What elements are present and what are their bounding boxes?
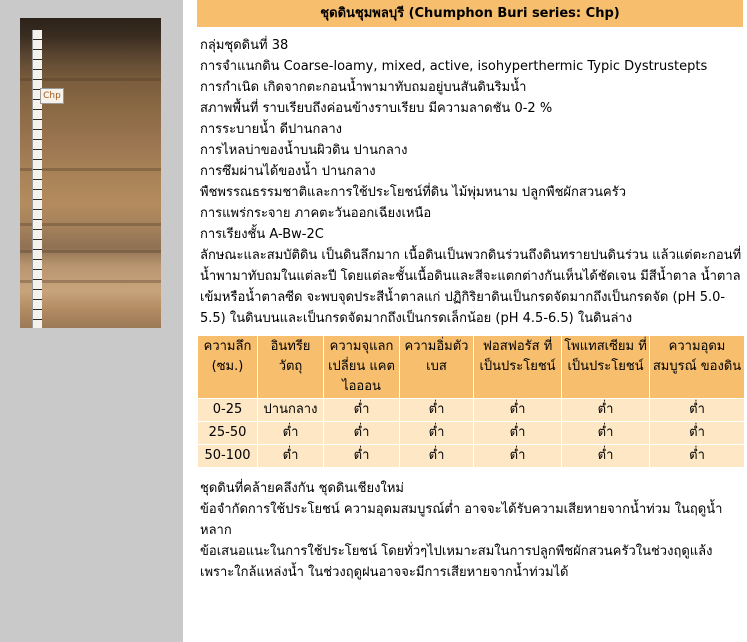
col-potassium: โพแทสเซียม ที่เป็นประโยชน์	[562, 336, 650, 399]
table-cell: ต่ำ	[562, 399, 650, 422]
col-organic-matter: อินทรีย วัตถุ	[258, 336, 324, 399]
col-cec: ความจุแลกเปลี่ยน แคตไอออน	[324, 336, 400, 399]
attr-horizons: การเรียงชั้น A-Bw-2C	[200, 227, 324, 242]
soil-profile-photo	[20, 18, 161, 328]
table-cell: ปานกลาง	[258, 399, 324, 422]
table-cell: ต่ำ	[400, 445, 474, 468]
attribute-list	[197, 35, 743, 329]
table-header-row	[198, 336, 745, 399]
series-tag: Chp	[40, 88, 64, 104]
table-cell: ต่ำ	[324, 399, 400, 422]
attr-soil-group: กลุ่มชุดดินที่ 38	[200, 38, 289, 53]
table-row	[198, 422, 745, 445]
table-cell: ต่ำ	[474, 422, 562, 445]
table-row	[198, 399, 745, 422]
attr-permeability: การซึมผ่านได้ของน้ำ ปานกลาง	[200, 164, 376, 179]
col-base-saturation: ความอิ่มตัว เบส	[400, 336, 474, 399]
table-cell: 25-50	[198, 422, 258, 445]
usage-recommendation: ข้อเสนอแนะในการใช้ประโยชน์ โดยทั่วๆไปเหมาะสมในการปลูกพืชผักสวนครัวในช่วงฤดูแล้ง เพราะใกล้แหล่งน้ำ ในช่วงฤดูฝนอาจจะมีการเสียหายจากน้ำท่วมได้	[200, 544, 713, 580]
attr-drainage: การระบายน้ำ ดีปานกลาง	[200, 122, 342, 137]
col-phosphorus: ฟอสฟอรัส ที่เป็นประโยชน์	[474, 336, 562, 399]
attr-runoff: การไหลบ่าของน้ำบนผิวดิน ปานกลาง	[200, 143, 408, 158]
attr-origin: การกำเนิด เกิดจากตะกอนน้ำพามาทับถมอยู่บนสันดินริมน้ำ	[200, 80, 527, 95]
table-cell: ต่ำ	[324, 445, 400, 468]
table-cell: ต่ำ	[324, 422, 400, 445]
table-cell: 0-25	[198, 399, 258, 422]
measuring-tape	[32, 30, 42, 328]
table-cell: ต่ำ	[400, 422, 474, 445]
attr-topography: สภาพพื้นที่ ราบเรียบถึงค่อนข้างราบเรียบ มีความลาดชัน 0-2 %	[200, 101, 553, 116]
table-cell: ต่ำ	[650, 399, 745, 422]
attr-vegetation: พืชพรรณธรรมชาติและการใช้ประโยชน์ที่ดิน ไม้พุ่มหนาม ปลูกพืชผักสวนครัว	[200, 185, 627, 200]
table-cell: ต่ำ	[258, 422, 324, 445]
left-panel	[0, 0, 183, 642]
attr-classification: การจำแนกดิน Coarse-loamy, mixed, active, isohyperthermic Typic Dystrustepts	[200, 59, 708, 74]
soil-description: ลักษณะและสมบัติดิน เป็นดินลึกมาก เนื้อดินเป็นพวกดินร่วนถึงดินทรายปนดินร่วน แล้วแต่ตะกอนที่น้ำพามาทับถมในแต่ละปี โดยแต่ละชั้นเนื้อดินและสีจะแตกต่างกันเห็นได้ชัดเจน มีสีน้ำตาล น้ำตาลเข้มหรือน้ำตาลซีด จะพบจุดประสีน้ำตาลแก่ ปฏิกิริยาดินเป็นกรดจัดมากถึงเป็นกรดจัด (pH 5.0-5.5) ในดินบนและเป็นกรดจัดมากถึงเป็นกรดเล็กน้อย (pH 4.5-6.5) ในดินล่าง	[200, 248, 742, 326]
table-row	[198, 445, 745, 468]
table-cell: ต่ำ	[650, 422, 745, 445]
table-cell: 50-100	[198, 445, 258, 468]
usage-limitations: ข้อจำกัดการใช้ประโยชน์ ความอุดมสมบูรณ์ต่ำ อาจจะได้รับความเสียหายจากน้ำท่วม ในฤดูน้ำหลาก	[200, 502, 723, 538]
col-depth: ความลึก (ซม.)	[198, 336, 258, 399]
table-cell: ต่ำ	[474, 399, 562, 422]
content-area	[197, 0, 743, 583]
table-cell: ต่ำ	[258, 445, 324, 468]
soil-properties-table	[197, 335, 745, 468]
page-title: ชุดดินชุมพลบุรี (Chumphon Buri series: Chp)	[197, 0, 743, 27]
attr-distribution: การแพร่กระจาย ภาคตะวันออกเฉียงเหนือ	[200, 206, 432, 221]
col-fertility: ความอุดม สมบูรณ์ ของดิน	[650, 336, 745, 399]
table-cell: ต่ำ	[650, 445, 745, 468]
table-cell: ต่ำ	[400, 399, 474, 422]
table-cell: ต่ำ	[562, 445, 650, 468]
notes-section	[197, 478, 743, 583]
table-cell: ต่ำ	[474, 445, 562, 468]
table-cell: ต่ำ	[562, 422, 650, 445]
similar-series: ชุดดินที่คล้ายคลึงกัน ชุดดินเชียงใหม่	[200, 481, 404, 496]
